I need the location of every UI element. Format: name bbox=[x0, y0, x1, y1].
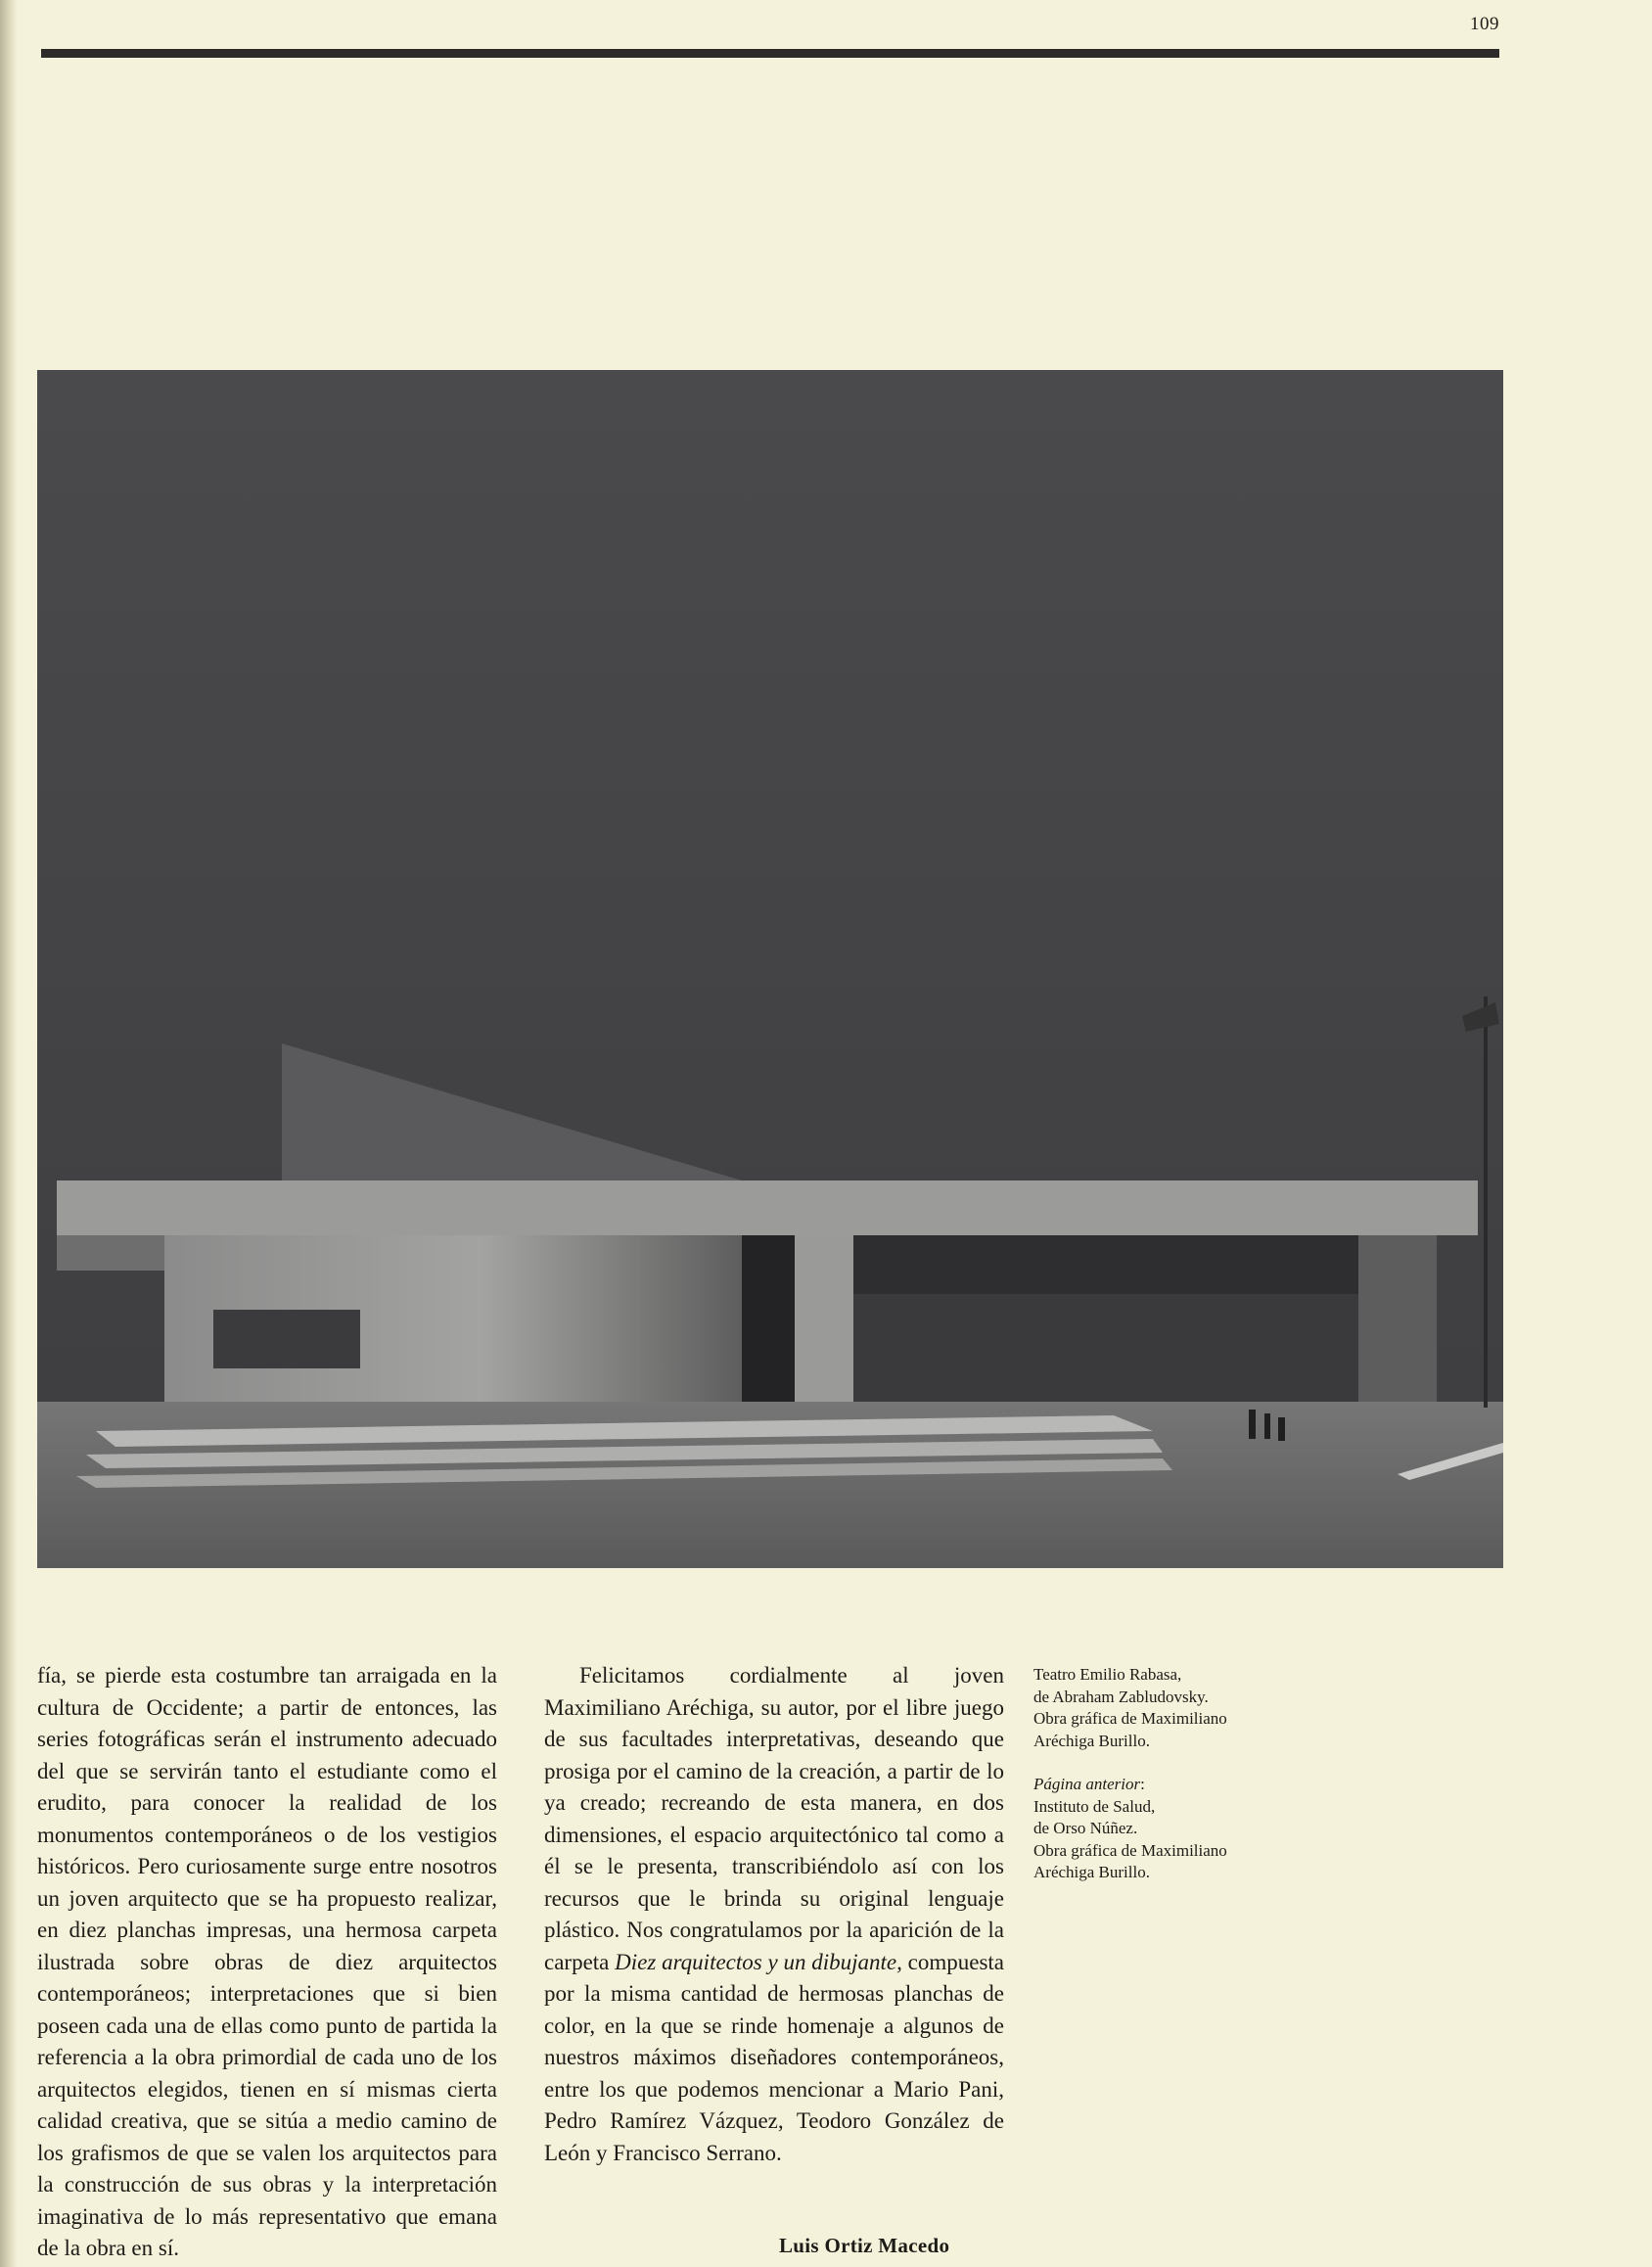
body-text-column-2 bbox=[544, 1660, 1004, 2169]
caption-previous-page-label: Página anterior bbox=[1033, 1775, 1141, 1793]
theater-drawing bbox=[37, 370, 1503, 1568]
body-text-column-2-part-1: Felicitamos cordialmente al joven Maximiliano Aréchiga, su autor, por el libre juego de sus facultades interpretativas, deseando que prosiga por el camino de la creación, a partir de lo ya creado; recreando de esta manera, en dos dimensiones, el espacio arquitectónico tal como a él se le presenta, transcribiéndolo así con los recursos que le brinda su original lenguaje plástico. Nos congratulamos por la aparición de la carpeta bbox=[544, 1663, 1004, 1974]
building-illustration bbox=[37, 370, 1503, 1568]
book-title: Diez arquitectos y un dibujante, bbox=[615, 1949, 902, 1974]
page-binding-shadow bbox=[0, 0, 18, 2267]
top-rule bbox=[41, 49, 1499, 58]
caption-line: Instituto de Salud, bbox=[1033, 1796, 1156, 1816]
caption-line: de Orso Núñez. bbox=[1033, 1819, 1138, 1837]
page-number: 109 bbox=[1470, 14, 1499, 34]
figure-caption bbox=[1033, 1664, 1288, 1906]
caption-line: Aréchiga Burillo. bbox=[1033, 1863, 1150, 1881]
caption-line: de Abraham Zabludovsky. bbox=[1033, 1687, 1209, 1706]
caption-line: Obra gráfica de Maximiliano bbox=[1033, 1840, 1227, 1860]
caption-colon: : bbox=[1140, 1775, 1145, 1793]
body-text-column-1: fía, se pierde esta costumbre tan arraigada en la cultura de Occidente; a partir de entonces, las series fotográficas serán el instrumento adecuado del que se servirán tanto el estudiante como el erudito, para conocer la realidad de los monumentos contemporáneos o de los vestigios históricos. Pero curiosamente surge entre nosotros un joven arquitecto que se ha propuesto realizar, en diez planchas impresas, una hermosa carpeta ilustrada sobre obras de diez arquitectos contemporáneos; interpretaciones que si bien poseen cada una de ellas como punto de partida la referencia a la obra primordial de cada uno de los arquitectos elegidos, tienen en sí mismas cierta calidad creativa, que se sitúa a medio camino de los grafismos de que se valen los arquitectos para la construcción de sus obras y la interpretación imaginativa de lo más representativo que emana de la obra en sí. bbox=[37, 1663, 497, 2260]
caption-previous-page-heading bbox=[1033, 1774, 1288, 1796]
caption-line: Teatro Emilio Rabasa, bbox=[1033, 1665, 1182, 1684]
author-name: Luis Ortiz Macedo bbox=[779, 2234, 950, 2257]
body-text-column-2-part-2: compuesta por la misma cantidad de hermosas planchas de color, en la que se rinde homenaje a algunos de nuestros máximos diseñadores contemporáneos, entre los que podemos mencionar a Mario Pani, Pedro Ramírez Vázquez, Teodoro González de León y Francisco Serrano. bbox=[544, 1949, 1004, 2165]
caption-line: Aréchiga Burillo. bbox=[1033, 1731, 1150, 1750]
caption-line: Obra gráfica de Maximiliano bbox=[1033, 1709, 1227, 1728]
